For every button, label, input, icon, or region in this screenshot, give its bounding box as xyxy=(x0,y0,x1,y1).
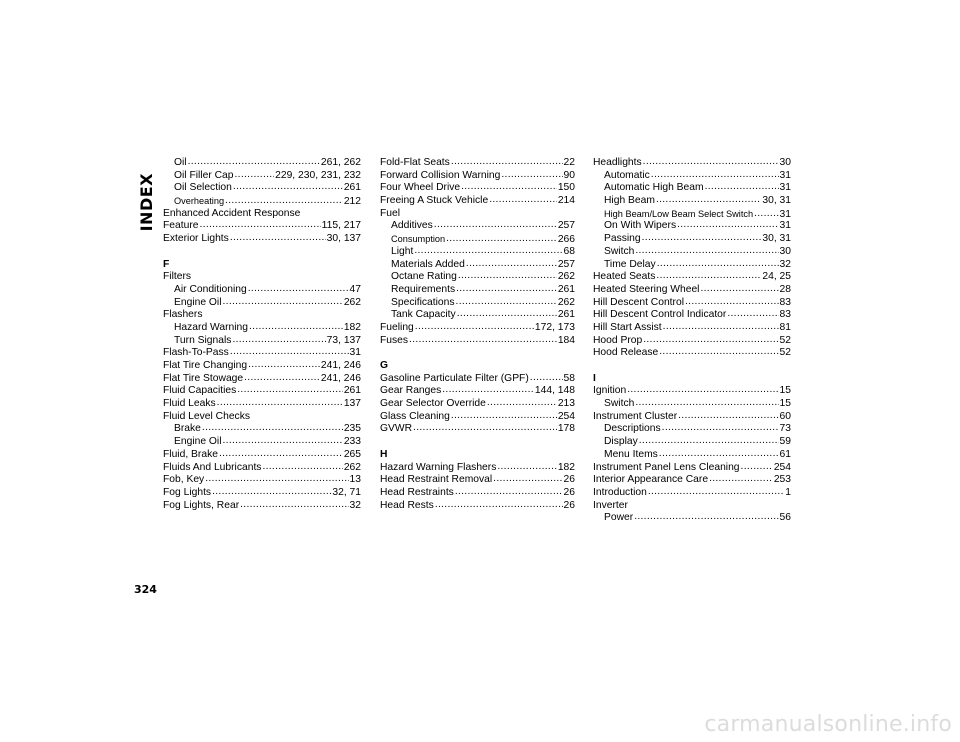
entry-label: Time Delay xyxy=(604,258,656,270)
entry-label: Turn Signals xyxy=(174,334,232,346)
dot-leader xyxy=(501,169,562,182)
dot-leader xyxy=(415,321,534,334)
entry-label: GVWR xyxy=(380,423,413,435)
entry-page-ref: 137 xyxy=(343,398,361,410)
entry-page-ref: 261 xyxy=(557,283,575,295)
dot-leader xyxy=(414,245,562,258)
dot-leader xyxy=(727,308,778,321)
entry-label: Engine Oil xyxy=(174,296,222,308)
entry-page-ref: 32 xyxy=(349,499,361,511)
index-entry xyxy=(163,182,361,195)
entry-page-ref: 56 xyxy=(779,512,791,524)
entry-page-ref: 59 xyxy=(779,436,791,448)
dot-leader xyxy=(248,359,320,372)
dot-leader xyxy=(456,283,557,296)
dot-leader xyxy=(663,321,779,334)
entry-label: Flat Tire Stowage xyxy=(163,372,244,384)
entry-label: Requirements xyxy=(391,283,456,295)
dot-leader xyxy=(223,296,343,309)
entry-label: Head Restraints xyxy=(380,486,454,498)
dot-leader xyxy=(659,346,778,359)
entry-label: Air Conditioning xyxy=(174,283,247,295)
spacer xyxy=(380,347,575,360)
entry-page-ref: 32 xyxy=(779,258,791,270)
entry-page-ref: 81 xyxy=(779,321,791,333)
entry-page-ref: 31 xyxy=(779,182,791,194)
dot-leader xyxy=(451,410,557,423)
entry-page-ref: 83 xyxy=(779,296,791,308)
entry-label: Forward Collision Warning xyxy=(380,169,501,181)
entry-label: Specifications xyxy=(391,296,455,308)
section-letter: F xyxy=(163,258,170,270)
dot-leader xyxy=(685,296,779,309)
entry-label: Fueling xyxy=(380,321,414,333)
dot-leader xyxy=(457,308,557,321)
index-column-1 xyxy=(163,157,361,512)
entry-page-ref: 31 xyxy=(349,347,361,359)
entry-label: Fuel xyxy=(380,207,401,219)
entry-page-ref: 26 xyxy=(563,486,575,498)
entry-label: Passing xyxy=(604,233,641,245)
dot-leader xyxy=(451,156,563,169)
entry-page-ref: 60 xyxy=(779,410,791,422)
dot-leader xyxy=(223,435,343,448)
entry-page-ref: 262 xyxy=(343,296,361,308)
dot-leader xyxy=(489,194,557,207)
dot-leader xyxy=(244,372,320,385)
entry-label: Automatic xyxy=(604,169,650,181)
dot-leader xyxy=(677,219,778,232)
entry-label: Overheating xyxy=(174,196,225,207)
dot-leader xyxy=(188,156,320,169)
entry-label: Hood Prop xyxy=(593,334,643,346)
dot-leader xyxy=(642,232,762,245)
index-entry xyxy=(593,512,791,525)
entry-page-ref: 254 xyxy=(773,461,791,473)
watermark: carmanualsonline.info xyxy=(704,712,952,737)
entry-page-ref: 261 xyxy=(343,182,361,194)
entry-page-ref: 262 xyxy=(557,271,575,283)
entry-page-ref: 144, 148 xyxy=(534,385,575,397)
entry-page-ref: 182 xyxy=(343,321,361,333)
entry-label: High Beam xyxy=(604,195,655,207)
spacer xyxy=(163,246,361,259)
index-entry xyxy=(380,500,575,513)
entry-page-ref: 52 xyxy=(779,347,791,359)
entry-page-ref: 28 xyxy=(779,283,791,295)
entry-label: Four Wheel Drive xyxy=(380,182,461,194)
index-entry xyxy=(380,220,575,233)
dot-leader xyxy=(466,258,557,271)
dot-leader xyxy=(235,169,275,182)
entry-label: Engine Oil xyxy=(174,436,222,448)
dot-leader xyxy=(240,499,348,512)
entry-page-ref: 182 xyxy=(557,461,575,473)
entry-page-ref: 30, 137 xyxy=(326,233,361,245)
entry-label: Flashers xyxy=(163,309,203,321)
entry-label: Hill Start Assist xyxy=(593,321,662,333)
entry-page-ref: 31 xyxy=(779,169,791,181)
entry-label: Oil Filler Cap xyxy=(174,169,234,181)
entry-page-ref: 22 xyxy=(563,157,575,168)
dot-leader xyxy=(409,334,557,347)
dot-leader xyxy=(456,296,557,309)
entry-label: Light xyxy=(391,245,414,257)
dot-leader xyxy=(487,397,557,410)
dot-leader xyxy=(262,461,342,474)
entry-page-ref: 257 xyxy=(557,220,575,232)
entry-label: Freeing A Stuck Vehicle xyxy=(380,195,489,207)
entry-label: Hazard Warning Flashers xyxy=(380,461,497,473)
dot-leader xyxy=(200,219,321,232)
entry-label: Oil xyxy=(174,157,187,168)
dot-leader xyxy=(741,461,773,474)
dot-leader xyxy=(461,181,557,194)
entry-page-ref: 73, 137 xyxy=(326,334,361,346)
entry-page-ref: 24, 25 xyxy=(762,271,791,283)
entry-page-ref: 52 xyxy=(779,334,791,346)
entry-page-ref: 241, 246 xyxy=(320,360,361,371)
entry-page-ref: 61 xyxy=(779,448,791,460)
entry-page-ref: 265 xyxy=(343,448,361,460)
index-side-tab: INDEX xyxy=(137,173,156,232)
entry-page-ref: 241, 246 xyxy=(320,372,361,384)
dot-leader xyxy=(648,486,784,499)
entry-page-ref: 26 xyxy=(563,499,575,511)
dot-leader xyxy=(635,397,778,410)
dot-leader xyxy=(627,384,778,397)
entry-label: Flat Tire Changing xyxy=(163,360,248,371)
entry-page-ref: 58 xyxy=(563,372,575,384)
dot-leader xyxy=(634,511,778,524)
entry-page-ref: 31 xyxy=(779,208,791,220)
entry-label: Menu Items xyxy=(604,448,658,460)
dot-leader xyxy=(413,422,557,435)
entry-label: Instrument Cluster xyxy=(593,410,678,422)
entry-page-ref: 26 xyxy=(563,474,575,486)
section-letter: I xyxy=(593,372,596,384)
entry-page-ref: 184 xyxy=(557,334,575,346)
entry-label: Gear Ranges xyxy=(380,385,442,397)
entry-page-ref: 90 xyxy=(563,169,575,181)
entry-page-ref: 254 xyxy=(557,410,575,422)
entry-label: Fluid Leaks xyxy=(163,398,216,410)
dot-leader xyxy=(442,384,534,397)
entry-page-ref: 1 xyxy=(785,486,791,498)
index-column-2 xyxy=(380,157,575,512)
entry-page-ref: 261, 262 xyxy=(320,157,361,168)
entry-page-ref: 257 xyxy=(557,258,575,270)
entry-page-ref: 261 xyxy=(557,309,575,321)
entry-page-ref: 31 xyxy=(779,220,791,232)
dot-leader xyxy=(230,232,326,245)
index-entry xyxy=(163,195,361,208)
entry-page-ref: 235 xyxy=(343,423,361,435)
dot-leader xyxy=(497,461,556,474)
entry-page-ref: 83 xyxy=(779,309,791,321)
entry-label: Feature xyxy=(163,220,199,232)
entry-label: Heated Steering Wheel xyxy=(593,283,700,295)
entry-label: Interior Appearance Care xyxy=(593,474,709,486)
entry-page-ref: 233 xyxy=(343,436,361,448)
entry-page-ref: 30 xyxy=(779,245,791,257)
entry-label: Filters xyxy=(163,271,192,283)
entry-label: Fold-Flat Seats xyxy=(380,157,450,168)
entry-label: Power xyxy=(604,512,634,524)
entry-label: Glass Cleaning xyxy=(380,410,450,422)
section-letter: H xyxy=(380,448,388,460)
entry-page-ref: 266 xyxy=(557,234,575,246)
dot-leader xyxy=(202,422,343,435)
entry-label: Headlights xyxy=(593,157,642,168)
entry-label: Exterior Lights xyxy=(163,233,229,245)
section-letter: G xyxy=(380,360,389,371)
entry-page-ref: 178 xyxy=(557,423,575,435)
entry-page-ref: 253 xyxy=(773,474,791,486)
entry-page-ref: 13 xyxy=(349,474,361,486)
dot-leader xyxy=(705,181,779,194)
spacer xyxy=(593,360,791,373)
entry-label: Descriptions xyxy=(604,423,661,435)
entry-page-ref: 262 xyxy=(343,461,361,473)
entry-label: Materials Added xyxy=(391,258,465,270)
dot-leader xyxy=(225,195,343,208)
entry-label: Octane Rating xyxy=(391,271,457,283)
entry-label: Enhanced Accident Response xyxy=(163,207,301,219)
entry-label: High Beam/Low Beam Select Switch xyxy=(604,208,754,219)
dot-leader xyxy=(212,486,331,499)
dot-leader xyxy=(635,245,778,258)
entry-page-ref: 73 xyxy=(779,423,791,435)
index-entry xyxy=(163,233,361,246)
dot-leader xyxy=(435,499,563,512)
dot-leader xyxy=(434,219,557,232)
dot-leader xyxy=(657,258,779,271)
dot-leader xyxy=(493,473,562,486)
entry-page-ref: 32, 71 xyxy=(332,486,361,498)
entry-label: Fob, Key xyxy=(163,474,205,486)
dot-leader xyxy=(249,321,343,334)
entry-page-ref: 261 xyxy=(343,385,361,397)
dot-leader xyxy=(530,372,563,385)
dot-leader xyxy=(232,334,325,347)
index-entry xyxy=(593,195,791,208)
entry-label: Display xyxy=(604,436,638,448)
entry-label: Introduction xyxy=(593,486,647,498)
entry-page-ref: 30 xyxy=(779,157,791,168)
entry-label: Additives xyxy=(391,220,433,232)
entry-label: Switch xyxy=(604,245,635,257)
entry-label: Hill Descent Control Indicator xyxy=(593,309,727,321)
entry-label: Inverter xyxy=(593,499,628,511)
entry-label: Hood Release xyxy=(593,347,659,359)
dot-leader xyxy=(643,156,779,169)
index-column-3 xyxy=(593,157,791,525)
entry-label: Switch xyxy=(604,398,635,410)
entry-label: Fog Lights xyxy=(163,486,212,498)
entry-page-ref: 262 xyxy=(557,296,575,308)
entry-page-ref: 115, 217 xyxy=(321,220,361,232)
dot-leader xyxy=(217,397,343,410)
index-entry xyxy=(163,500,361,513)
index-entry xyxy=(163,398,361,411)
entry-label: Ignition xyxy=(593,385,627,397)
index-entry xyxy=(163,297,361,310)
entry-label: Fuses xyxy=(380,334,409,346)
entry-label: Fluid Level Checks xyxy=(163,410,250,422)
entry-label: Heated Seats xyxy=(593,271,656,283)
dot-leader xyxy=(205,473,348,486)
dot-leader xyxy=(230,346,349,359)
entry-page-ref: 47 xyxy=(349,283,361,295)
entry-page-ref: 229, 230, 231, 232 xyxy=(275,169,361,181)
dot-leader xyxy=(237,384,343,397)
entry-label: Fluids And Lubricants xyxy=(163,461,262,473)
spacer xyxy=(380,436,575,449)
dot-leader xyxy=(219,448,343,461)
dot-leader xyxy=(639,435,779,448)
dot-leader xyxy=(656,194,761,207)
entry-page-ref: 30, 31 xyxy=(762,195,791,207)
dot-leader xyxy=(458,270,557,283)
dot-leader xyxy=(659,448,779,461)
entry-page-ref: 214 xyxy=(557,195,575,207)
entry-label: Gasoline Particulate Filter (GPF) xyxy=(380,372,529,384)
dot-leader xyxy=(709,473,773,486)
index-entry xyxy=(380,423,575,436)
entry-label: Hill Descent Control xyxy=(593,296,684,308)
entry-label: Consumption xyxy=(391,234,446,245)
entry-label: Instrument Panel Lens Cleaning xyxy=(593,461,740,473)
entry-page-ref: 68 xyxy=(563,245,575,257)
entry-label: Hazard Warning xyxy=(174,321,249,333)
dot-leader xyxy=(455,486,563,499)
entry-page-ref: 212 xyxy=(343,196,361,208)
entry-label: Head Rests xyxy=(380,499,434,511)
entry-label: On With Wipers xyxy=(604,220,677,232)
entry-page-ref: 150 xyxy=(557,182,575,194)
entry-page-ref: 30, 31 xyxy=(762,233,791,245)
dot-leader xyxy=(643,334,778,347)
entry-label: Gear Selector Override xyxy=(380,398,486,410)
index-entry xyxy=(593,347,791,360)
index-entry xyxy=(380,195,575,208)
entry-label: Brake xyxy=(174,423,201,435)
dot-leader xyxy=(662,422,779,435)
entry-label: Fog Lights, Rear xyxy=(163,499,240,511)
entry-label: Fluid Capacities xyxy=(163,385,237,397)
index-entry xyxy=(380,335,575,348)
entry-page-ref: 15 xyxy=(779,385,791,397)
entry-page-ref: 15 xyxy=(779,398,791,410)
index-entry xyxy=(593,487,791,500)
entry-label: Automatic High Beam xyxy=(604,182,704,194)
entry-page-ref: 172, 173 xyxy=(534,321,575,333)
entry-label: Tank Capacity xyxy=(391,309,456,321)
entry-label: Flash-To-Pass xyxy=(163,347,229,359)
dot-leader xyxy=(233,181,343,194)
dot-leader xyxy=(678,410,778,423)
entry-label: Head Restraint Removal xyxy=(380,474,493,486)
dot-leader xyxy=(656,270,761,283)
entry-label: Fluid, Brake xyxy=(163,448,218,460)
dot-leader xyxy=(651,169,779,182)
entry-label: Oil Selection xyxy=(174,182,232,194)
page-number: 324 xyxy=(134,583,157,596)
dot-leader xyxy=(248,283,349,296)
entry-page-ref: 213 xyxy=(557,398,575,410)
dot-leader xyxy=(700,283,778,296)
